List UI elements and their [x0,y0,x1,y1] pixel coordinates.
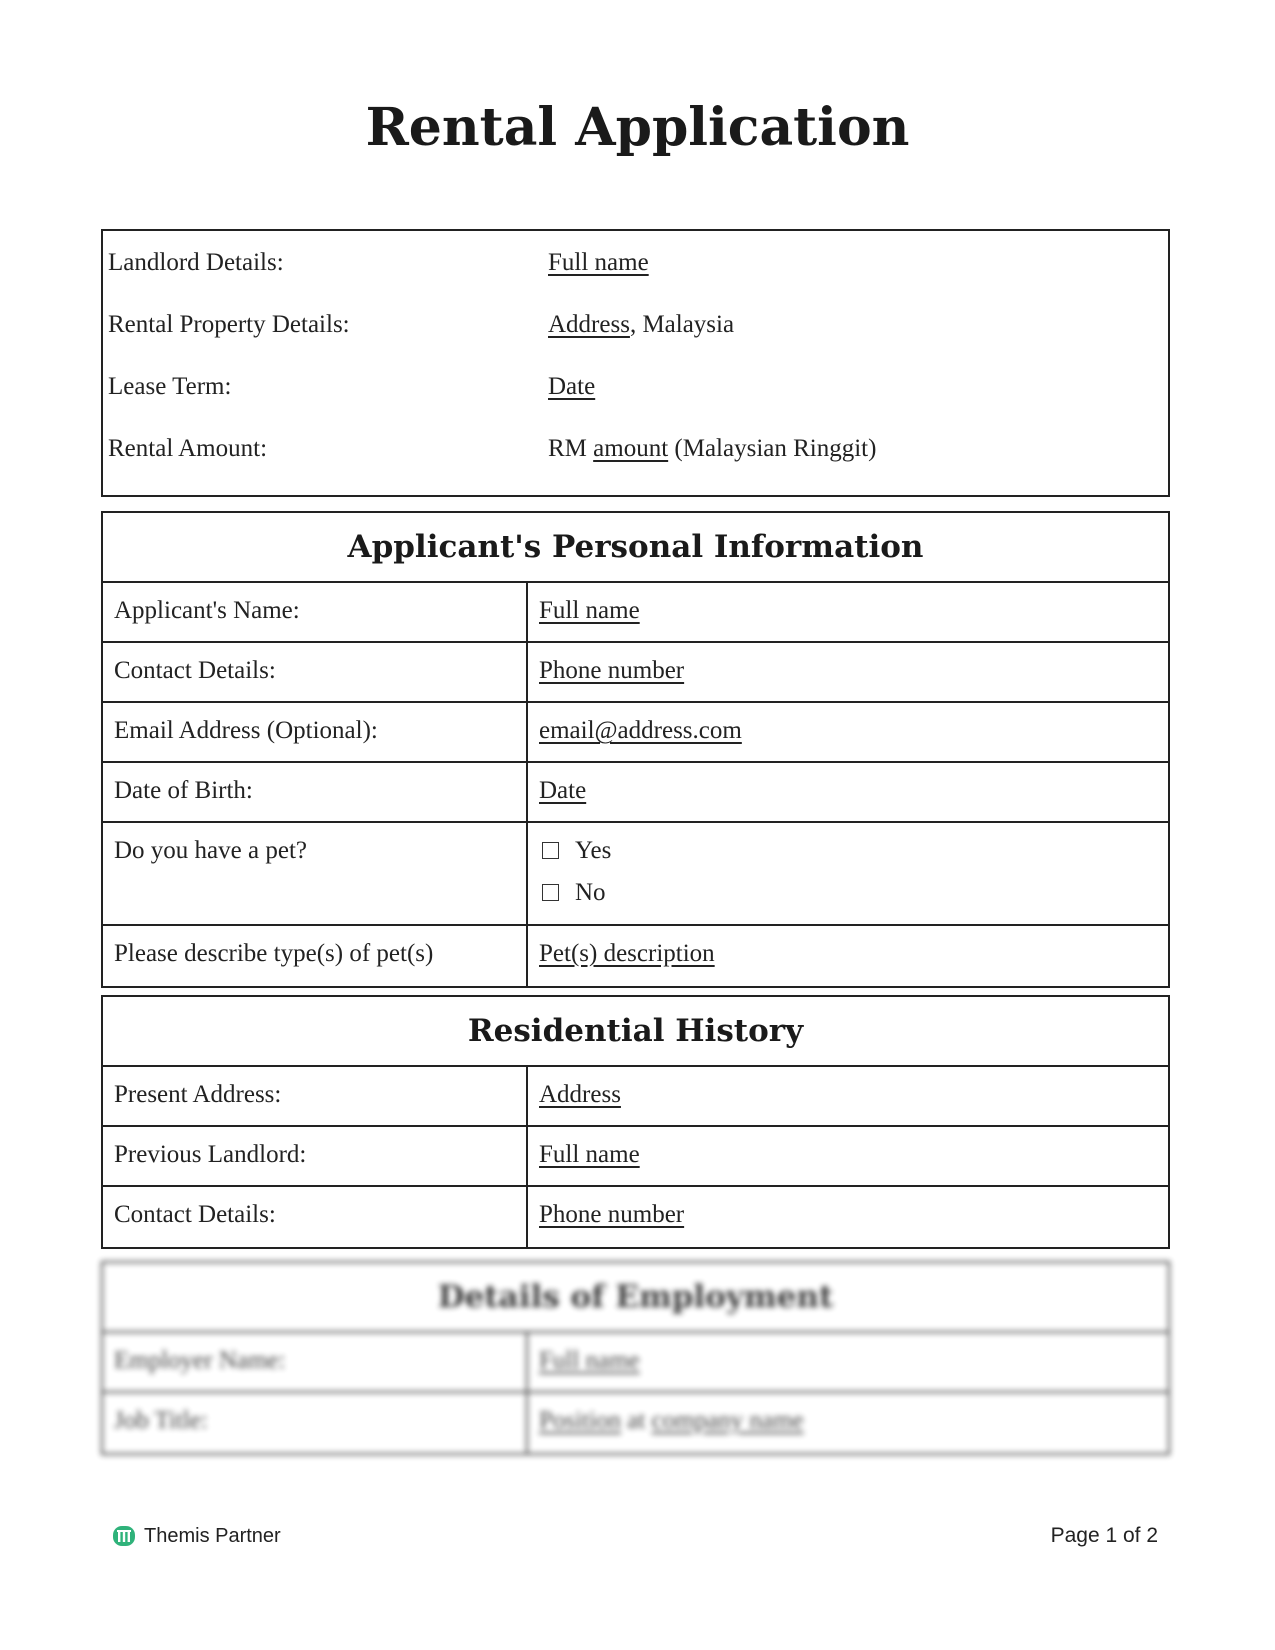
landlord-details-value[interactable] [548,243,649,283]
applicant-name-field[interactable]: Full name [539,597,640,624]
rental-amount-row [103,429,1168,469]
property-details-value [548,305,734,345]
table-row [103,1333,1168,1393]
table-row [103,703,1168,763]
pet-question-label: Do you have a pet? [103,823,528,924]
email-field[interactable]: email@address.com [539,717,742,744]
lease-term-label: Lease Term: [108,373,232,400]
table-row [103,583,1168,643]
present-address-cell [528,1067,1168,1125]
date-of-birth-label: Date of Birth: [103,763,528,821]
pet-no-option[interactable] [539,872,1168,914]
residential-history-heading: Residential History [103,997,1168,1067]
applicant-name-cell [528,583,1168,641]
property-address-field[interactable]: Address [548,311,630,338]
pet-description-cell [528,926,1168,986]
table-row [103,643,1168,703]
job-title-cell [528,1393,1168,1453]
pet-no-label: No [575,879,606,906]
employment-details-table [101,1261,1170,1455]
checkbox-icon[interactable] [542,842,559,859]
date-of-birth-cell [528,763,1168,821]
position-field[interactable]: Position [539,1407,621,1434]
employer-name-label: Employer Name: [103,1333,528,1391]
pet-description-label: Please describe type(s) of pet(s) [103,926,528,986]
table-row [103,1127,1168,1187]
email-address-label: Email Address (Optional): [103,703,528,761]
lease-date-field[interactable]: Date [548,373,596,400]
table-row [103,1393,1168,1453]
personal-information-heading: Applicant's Personal Information [103,513,1168,583]
employer-name-field[interactable]: Full name [539,1347,640,1374]
email-address-cell [528,703,1168,761]
themis-logo-icon [112,1524,136,1548]
table-row [103,1187,1168,1247]
footer-brand [112,1522,281,1550]
employment-details-heading: Details of Employment [103,1263,1168,1333]
residential-history-table [101,995,1170,1249]
table-row [103,823,1168,926]
contact-details-cell [528,643,1168,701]
property-country: , Malaysia [629,311,735,338]
pet-yes-option[interactable] [539,830,1168,872]
property-details-row [103,305,1168,345]
brand-name: Themis Partner [144,1524,281,1547]
contact-details-label: Contact Details: [103,643,528,701]
landlord-details-row [103,243,1168,283]
pet-description-field[interactable]: Pet(s) description [539,940,715,967]
checkbox-icon[interactable] [542,884,559,901]
employer-name-cell [528,1333,1168,1391]
company-name-field[interactable]: company name [651,1407,804,1434]
previous-landlord-field[interactable]: Full name [539,1141,640,1168]
page-number: Page 1 of 2 [1050,1524,1158,1547]
personal-information-table [101,511,1170,988]
table-row [103,1067,1168,1127]
rental-details-box [101,229,1170,497]
landlord-details-label: Landlord Details: [108,249,284,276]
rental-amount-value [548,429,876,469]
rental-amount-label: Rental Amount: [108,435,268,462]
lease-term-row [103,367,1168,407]
previous-contact-label: Contact Details: [103,1187,528,1247]
present-address-label: Present Address: [103,1067,528,1125]
phone-number-field[interactable]: Phone number [539,657,685,684]
currency-description: (Malaysian Ringgit) [668,435,877,462]
job-title-connector: at [620,1407,652,1434]
page-title: Rental Application [365,97,910,158]
table-row [103,763,1168,823]
date-of-birth-field[interactable]: Date [539,777,587,804]
currency-prefix: RM [548,435,594,462]
landlord-name-field[interactable]: Full name [548,249,649,276]
rental-amount-field[interactable]: amount [593,435,669,462]
lease-term-value [548,367,595,407]
previous-landlord-cell [528,1127,1168,1185]
previous-landlord-label: Previous Landlord: [103,1127,528,1185]
previous-contact-cell [528,1187,1168,1247]
pet-yes-label: Yes [575,837,612,864]
previous-phone-field[interactable]: Phone number [539,1201,685,1228]
table-row [103,926,1168,986]
applicant-name-label: Applicant's Name: [103,583,528,641]
property-details-label: Rental Property Details: [108,311,350,338]
job-title-label: Job Title: [103,1393,528,1453]
pet-options-cell [528,823,1168,924]
present-address-field[interactable]: Address [539,1081,621,1108]
